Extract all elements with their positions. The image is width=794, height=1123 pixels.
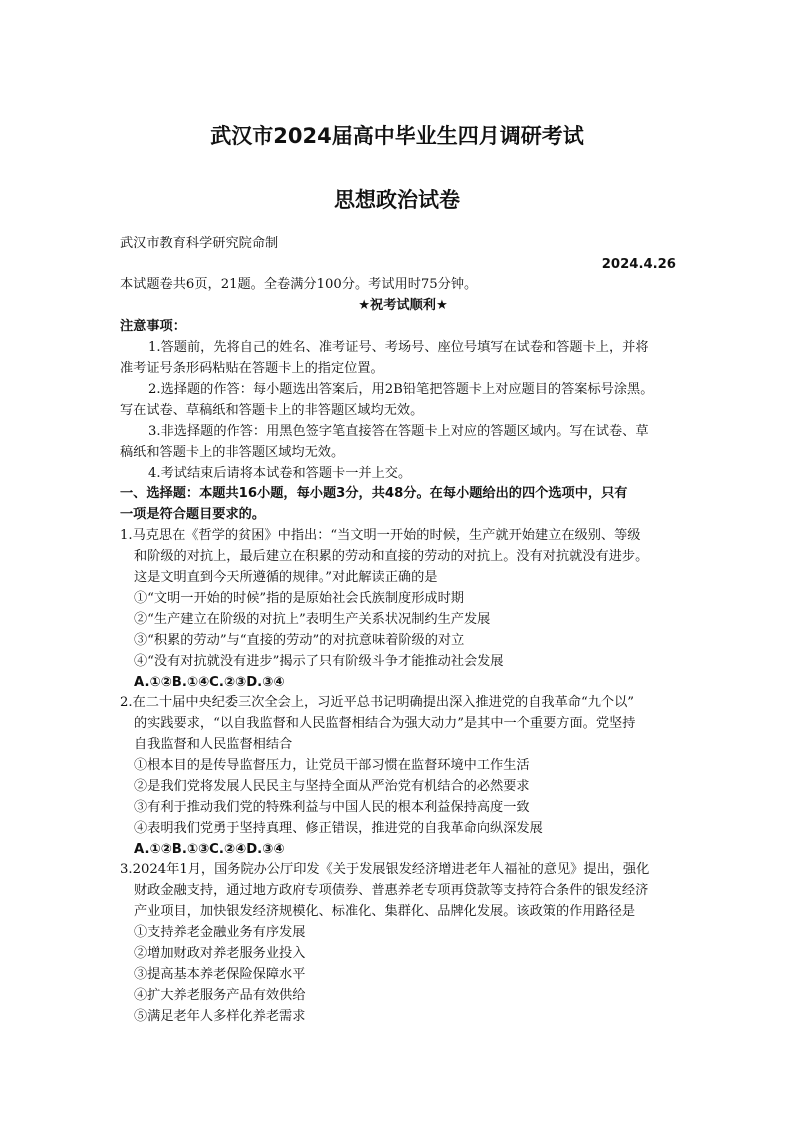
q1-option-3: ③“积累的劳动”与“直接的劳动”的对抗意味着阶级的对立	[134, 633, 465, 648]
q1-option-4: ④“没有对抗就没有进步”揭示了只有阶级斗争才能推动社会发展	[134, 654, 504, 669]
q2-option-4: ④表明我们党勇于坚持真理、修正错误，推进党的自我革命向纵深发展	[134, 821, 543, 836]
exam-date: 2024.4.26	[601, 257, 676, 272]
q2-stem-line-2: 的实践要求，“以自我监督和人民监督相结合为强大动力”是其中一个重要方面。党坚持	[134, 716, 636, 731]
q3-option-1: ①支持养老金融业务有序发展	[134, 925, 306, 940]
note-2b: 写在试卷、草稿纸和答题卡上的非答题区域均无效。	[120, 403, 424, 418]
exam-subtitle: 思想政治试卷	[334, 188, 460, 212]
q2-stem-line-3: 自我监督和人民监督相结合	[134, 737, 293, 752]
good-luck-wish: ★祝考试顺利★	[358, 298, 448, 313]
note-4: 4.考试结束后请将本试卷和答题卡一并上交。	[148, 466, 412, 481]
q3-stem-line-3: 产业项目，加快银发经济规模化、标准化、集群化、品牌化发展。该政策的作用路径是	[134, 904, 636, 919]
q3-option-3: ③提高基本养老保险保障水平	[134, 967, 306, 982]
q1-stem-line-2: 和阶级的对抗上，最后建立在积累的劳动和直接的劳动的对抗上。没有对抗就没有进步。	[134, 549, 649, 564]
exam-title: 武汉市2024届高中毕业生四月调研考试	[210, 124, 584, 148]
q2-option-3: ③有利于推动我们党的特殊利益与中国人民的根本利益保持高度一致	[134, 800, 530, 815]
q2-choices: A.①②B.①③C.②④D.③④	[134, 842, 285, 857]
note-3a: 3.非选择题的作答：用黑色签字笔直接答在答题卡上对应的答题区域内。写在试卷、草	[148, 424, 649, 439]
note-1a: 1.答题前，先将自己的姓名、准考证号、考场号、座位号填写在试卷和答题卡上，并将	[148, 340, 649, 355]
q1-stem-line-1: 1.马克思在《哲学的贫困》中指出：“当文明一开始的时候，生产就开始建立在级别、等级	[120, 528, 641, 543]
note-1b: 准考证号条形码粘贴在答题卡上的指定位置。	[120, 361, 384, 376]
section-1-heading-cont: 一项是符合题目要求的。	[120, 507, 266, 522]
issuer: 武汉市教育科学研究院命制	[120, 236, 279, 251]
q2-option-2: ②是我们党将发展人民民主与坚持全面从严治党有机结合的必然要求	[134, 779, 530, 794]
q3-option-4: ④扩大养老服务产品有效供给	[134, 988, 306, 1003]
notes-heading: 注意事项：	[120, 319, 186, 334]
q1-choices: A.①②B.①④C.②③D.③④	[134, 675, 285, 690]
q1-option-2: ②“生产建立在阶级的对抗上”表明生产关系状况制约生产发展	[134, 612, 491, 627]
q3-option-5: ⑤满足老年人多样化养老需求	[134, 1009, 306, 1024]
q1-option-1: ①“文明一开始的时候”指的是原始社会氏族制度形成时期	[134, 591, 464, 606]
q1-stem-line-3: 这是文明直到今天所遵循的规律。”对此解读正确的是	[134, 570, 438, 585]
note-3b: 稿纸和答题卡上的非答题区域均无效。	[120, 445, 345, 460]
q3-stem-line-1: 3.2024年1月，国务院办公厅印发《关于发展银发经济增进老年人福祉的意见》提出，强化	[120, 862, 650, 877]
section-1-heading: 一、选择题：本题共16小题，每小题3分，共48分。在每小题给出的四个选项中，只有	[120, 486, 628, 501]
q3-option-2: ②增加财政对养老服务业投入	[134, 946, 306, 961]
exam-summary: 本试题卷共6页，21题。全卷满分100分。考试用时75分钟。	[120, 277, 478, 292]
q2-option-1: ①根本目的是传导监督压力，让党员干部习惯在监督环境中工作生活	[134, 758, 530, 773]
note-2a: 2.选择题的作答：每小题选出答案后，用2B铅笔把答题卡上对应题目的答案标号涂黑。	[148, 382, 654, 397]
q2-stem-line-1: 2.在二十届中央纪委三次全会上，习近平总书记明确提出深入推进党的自我革命“九个以”	[120, 695, 634, 710]
q3-stem-line-2: 财政金融支持，通过地方政府专项债券、普惠养老专项再贷款等支持符合条件的银发经济	[134, 883, 649, 898]
